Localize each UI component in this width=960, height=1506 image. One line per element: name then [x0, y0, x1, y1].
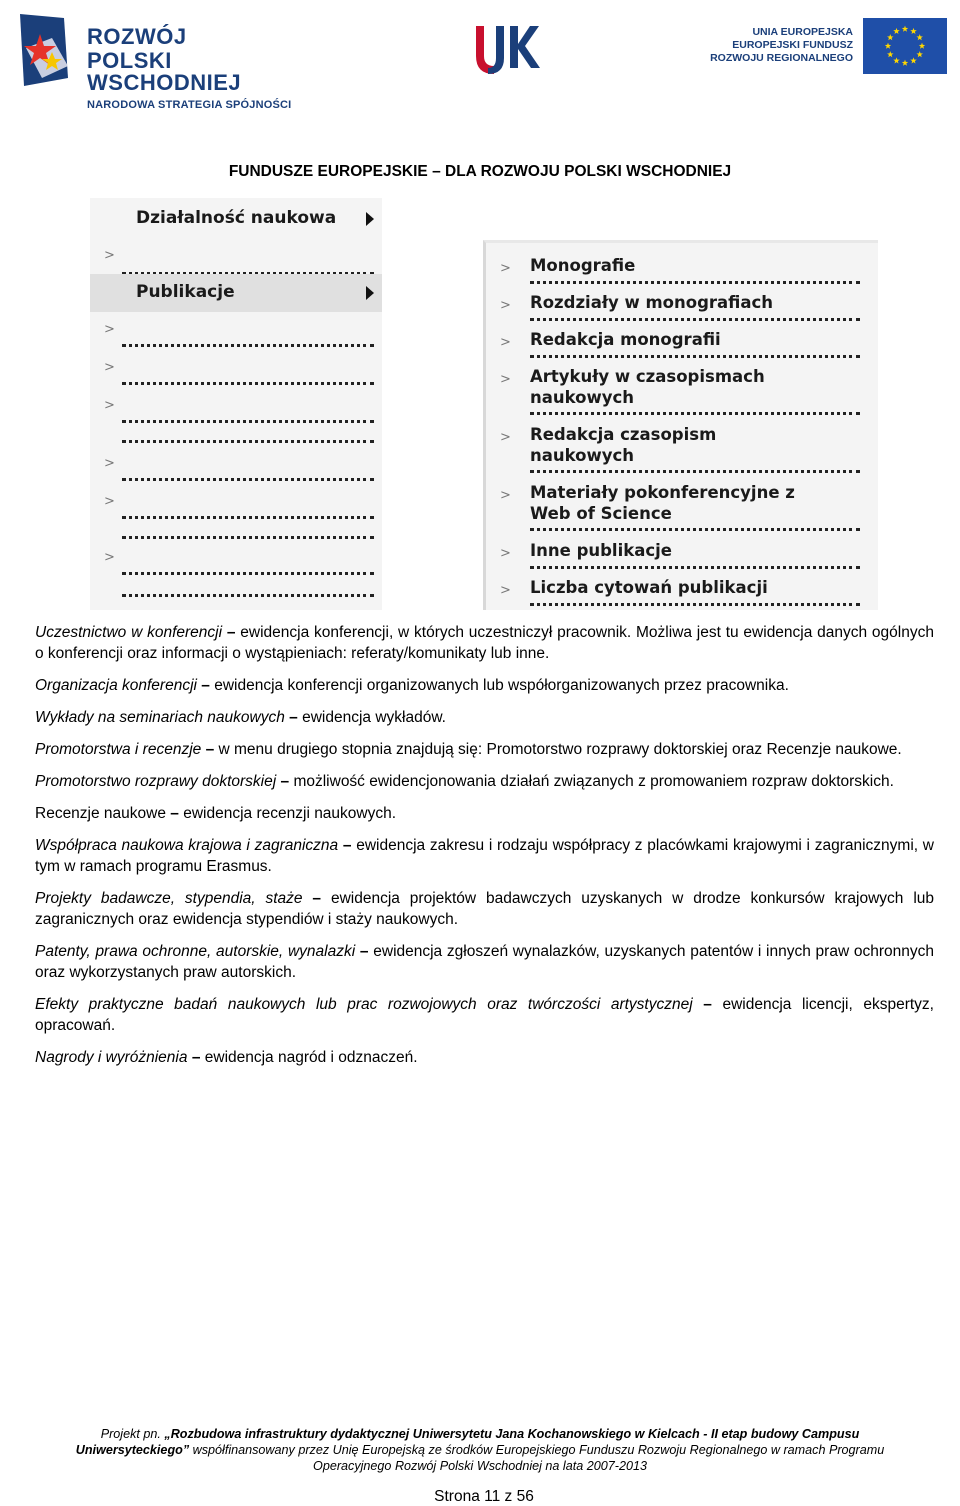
submenu-arrow-icon — [366, 212, 374, 226]
page-number: Strona 11 z 56 — [434, 1488, 534, 1505]
eu-star — [919, 43, 925, 49]
chevron-right-icon: > — [104, 322, 115, 337]
footer-line-1: Projekt pn. „Rozbudowa infrastruktury dydaktycznej Uniwersytetu Jana Kochanowskiego w Kielcach - II etap budowy Campusu — [100, 1427, 860, 1441]
eu-star — [916, 34, 922, 40]
description: ewidencja wykładów. — [302, 709, 446, 726]
term: Efekty praktyczne badań naukowych lub prac rozwojowych oraz twórczości artystycznej — [35, 996, 693, 1013]
menu-item-label: Działalność naukowa — [136, 208, 337, 228]
paragraph-wspolpraca: Współpraca naukowa krajowa i zagraniczna – ewidencja zakresu i rodzaju współpracy z placówkami krajowymi i zagranicznymi, w tym w ramach programu Erasmus. — [35, 837, 934, 875]
page-header — [0, 0, 960, 111]
description: ewidencja zgłoszeń wynalazków, uzyskanych patentów i innych praw ochronnych oraz wykorzystanych praw autorskich. — [35, 943, 935, 981]
logo-line-polski-wschodniej: POLSKI WSCHODNIEJ — [87, 48, 242, 95]
chevron-right-icon: > — [104, 550, 115, 565]
eu-star — [887, 34, 893, 40]
menu-item-dzialalnosc-naukowa[interactable] — [90, 200, 382, 238]
ue-line-unia: UNIA EUROPEJSKA — [752, 26, 853, 38]
term: Nagrody i wyróżnienia — [35, 1049, 188, 1066]
submenu-item-label: Redakcja monografii — [530, 330, 721, 349]
menu-level-2-publikacje — [483, 240, 878, 610]
section-title: FUNDUSZE EUROPEJSKIE – DLA ROZWOJU POLSKI WSCHODNIEJ — [228, 163, 732, 180]
eu-star — [910, 57, 916, 63]
chevron-right-icon: > — [104, 456, 115, 471]
eu-star — [902, 26, 908, 32]
chevron-right-icon: > — [500, 488, 511, 503]
footer-line-2: Uniwersyteckiego” współfinansowany przez Unię Europejską ze środków Europejskiego Funduszu Rozwoju Regionalnego w ramach Programu — [75, 1443, 885, 1457]
submenu-item-label: Materiały pokonferencyjne z Web of Science — [530, 483, 795, 523]
description: ewidencja zakresu i rodzaju współpracy z placówkami krajowymi i zagranicznymi, w tym w ramach programu Erasmus. — [35, 837, 934, 875]
separator-dots — [530, 412, 860, 415]
chevron-right-icon: > — [500, 298, 511, 313]
menu-item-label: Publikacje — [136, 282, 235, 302]
ue-line-rozwoju: ROZWOJU REGIONALNEGO — [710, 52, 853, 64]
paragraph-efekty: Efekty praktyczne badań naukowych lub prac rozwojowych oraz twórczości artystycznej – ewidencja licencji, ekspertyz, opracowań. — [35, 996, 934, 1034]
submenu-arrow-icon — [366, 286, 374, 300]
placeholder-dots — [122, 382, 374, 385]
paragraph-promotorstwo-rozprawy: Promotorstwo rozprawy doktorskiej – możliwość ewidencjonowania działań związanych z promowaniem rozpraw doktorskich. — [35, 773, 894, 790]
submenu-item-label: Inne publikacje — [530, 541, 672, 560]
rozwoj-polski-wschodniej-logo — [12, 8, 312, 111]
ue-line-fundusz: EUROPEJSKI FUNDUSZ — [732, 39, 853, 51]
eu-star — [885, 43, 891, 49]
paragraph-nagrody: Nagrody i wyróżnienia – ewidencja nagród i odznaczeń. — [35, 1049, 418, 1066]
menu-level-1 — [90, 198, 382, 610]
menu-item-publikacje[interactable] — [90, 274, 382, 312]
placeholder-dots — [122, 478, 374, 481]
placeholder-dots — [122, 572, 374, 575]
menu-screenshot — [90, 198, 878, 610]
paragraph-projekty: Projekty badawcze, stypendia, staże – ewidencja projektów badawczych uzyskanych w drodze konkursów krajowych lub zagranicznych oraz ewidencja stypendiów i staży naukowych. — [35, 890, 934, 928]
submenu-item-label: Liczba cytowań publikacji — [530, 578, 768, 597]
placeholder-dots — [122, 536, 374, 539]
separator-dots — [530, 318, 860, 321]
footer-line-3: Operacyjnego Rozwój Polski Wschodniej na lata 2007-2013 — [313, 1459, 647, 1473]
submenu-item-label: Artykuły w czasopismach naukowych — [530, 367, 765, 407]
eu-star — [916, 51, 922, 57]
chevron-right-icon: > — [500, 372, 511, 387]
term: Promotorstwa i recenzje — [35, 741, 202, 758]
eu-star — [893, 57, 899, 63]
separator-dots — [530, 528, 860, 531]
unia-europejska-logo — [710, 18, 950, 78]
placeholder-dots — [122, 440, 374, 443]
paragraph-recenzje: Recenzje naukowe – ewidencja recenzji naukowych. — [35, 805, 397, 822]
eu-star — [893, 28, 899, 34]
logo-line-rozwoj: ROZWÓJ — [87, 24, 187, 49]
separator-dots — [530, 566, 860, 569]
chevron-right-icon: > — [500, 546, 511, 561]
submenu-item-label: Monografie — [530, 256, 636, 275]
chevron-right-icon: > — [104, 494, 115, 509]
term: Współpraca naukowa krajowa i zagraniczna — [35, 837, 339, 854]
term: Organizacja konferencji — [35, 677, 197, 694]
paragraph-uczestnictwo: Uczestnictwo w konferencji – ewidencja konferencji, w których uczestniczył pracownik. Możliwa jest tu ewidencja danych ogólnych o konferencji oraz informacji o wystąpieniach: referaty/komunikaty lub inne. — [35, 624, 934, 662]
page-footer — [0, 1426, 960, 1474]
placeholder-dots — [122, 594, 374, 597]
separator-dots — [530, 603, 860, 606]
eu-star — [902, 60, 908, 66]
eu-star — [887, 51, 893, 57]
separator-dots — [530, 470, 860, 473]
term: Projekty badawcze, stypendia, staże — [35, 890, 303, 907]
separator-dots — [530, 281, 860, 284]
ujk-logo — [470, 22, 542, 78]
star-map-icon — [12, 8, 76, 90]
description: możliwość ewidencjonowania działań związanych z promowaniem rozpraw doktorskich. — [293, 773, 894, 790]
ujk-emblem-icon — [470, 22, 542, 78]
placeholder-dots — [122, 344, 374, 347]
chevron-right-icon: > — [104, 398, 115, 413]
description: w menu drugiego stopnia znajdują się: Promotorstwo rozprawy doktorskiej oraz Recenzje naukowe. — [218, 741, 902, 758]
chevron-right-icon: > — [500, 583, 511, 598]
logo-line-strategia: NARODOWA STRATEGIA SPÓJNOŚCI — [87, 99, 292, 111]
placeholder-dots — [122, 420, 374, 423]
term: Wykłady na seminariach naukowych — [35, 709, 285, 726]
chevron-right-icon: > — [104, 248, 115, 263]
eu-star — [910, 28, 916, 34]
description: ewidencja licencji, ekspertyz, opracowań. — [35, 996, 934, 1034]
description: ewidencja projektów badawczych uzyskanych w drodze konkursów krajowych lub zagranicznych oraz ewidencja stypendiów i staży naukowych. — [35, 890, 934, 928]
submenu-item-label: Rozdziały w monografiach — [530, 293, 774, 312]
submenu-item-label: Redakcja czasopism naukowych — [530, 425, 717, 465]
description: ewidencja konferencji organizowanych lub współorganizowanych przez pracownika. — [214, 677, 789, 694]
term: Recenzje naukowe — [35, 805, 166, 822]
eu-flag-icon — [863, 18, 947, 74]
term: Patenty, prawa ochronne, autorskie, wynalazki — [35, 943, 356, 960]
description: ewidencja konferencji, w których uczestniczył pracownik. Możliwa jest tu ewidencja danych ogólnych o konferencji oraz informacji o wystąpieniach: referaty/komunikaty lub inne. — [35, 624, 934, 662]
chevron-right-icon: > — [500, 261, 511, 276]
paragraph-patenty: Patenty, prawa ochronne, autorskie, wynalazki – ewidencja zgłoszeń wynalazków, uzyskanych patentów i innych praw ochronnych oraz wykorzystanych praw autorskich. — [35, 943, 935, 981]
term: Uczestnictwo w konferencji — [35, 624, 223, 641]
paragraph-promotorstwa: Promotorstwa i recenzje – w menu drugiego stopnia znajdują się: Promotorstwo rozprawy doktorskiej oraz Recenzje naukowe. — [35, 741, 902, 758]
chevron-right-icon: > — [500, 335, 511, 350]
placeholder-dots — [122, 516, 374, 519]
chevron-right-icon: > — [500, 430, 511, 445]
paragraph-wyklady: Wykłady na seminariach naukowych – ewidencja wykładów. — [35, 709, 446, 726]
chevron-right-icon: > — [104, 360, 115, 375]
term: Promotorstwo rozprawy doktorskiej — [35, 773, 277, 790]
description: ewidencja nagród i odznaczeń. — [204, 1049, 418, 1066]
description: ewidencja recenzji naukowych. — [183, 805, 397, 822]
separator-dots — [530, 355, 860, 358]
document-body — [35, 622, 934, 1079]
paragraph-organizacja: Organizacja konferencji – ewidencja konferencji organizowanych lub współorganizowanych przez pracownika. — [35, 677, 789, 694]
